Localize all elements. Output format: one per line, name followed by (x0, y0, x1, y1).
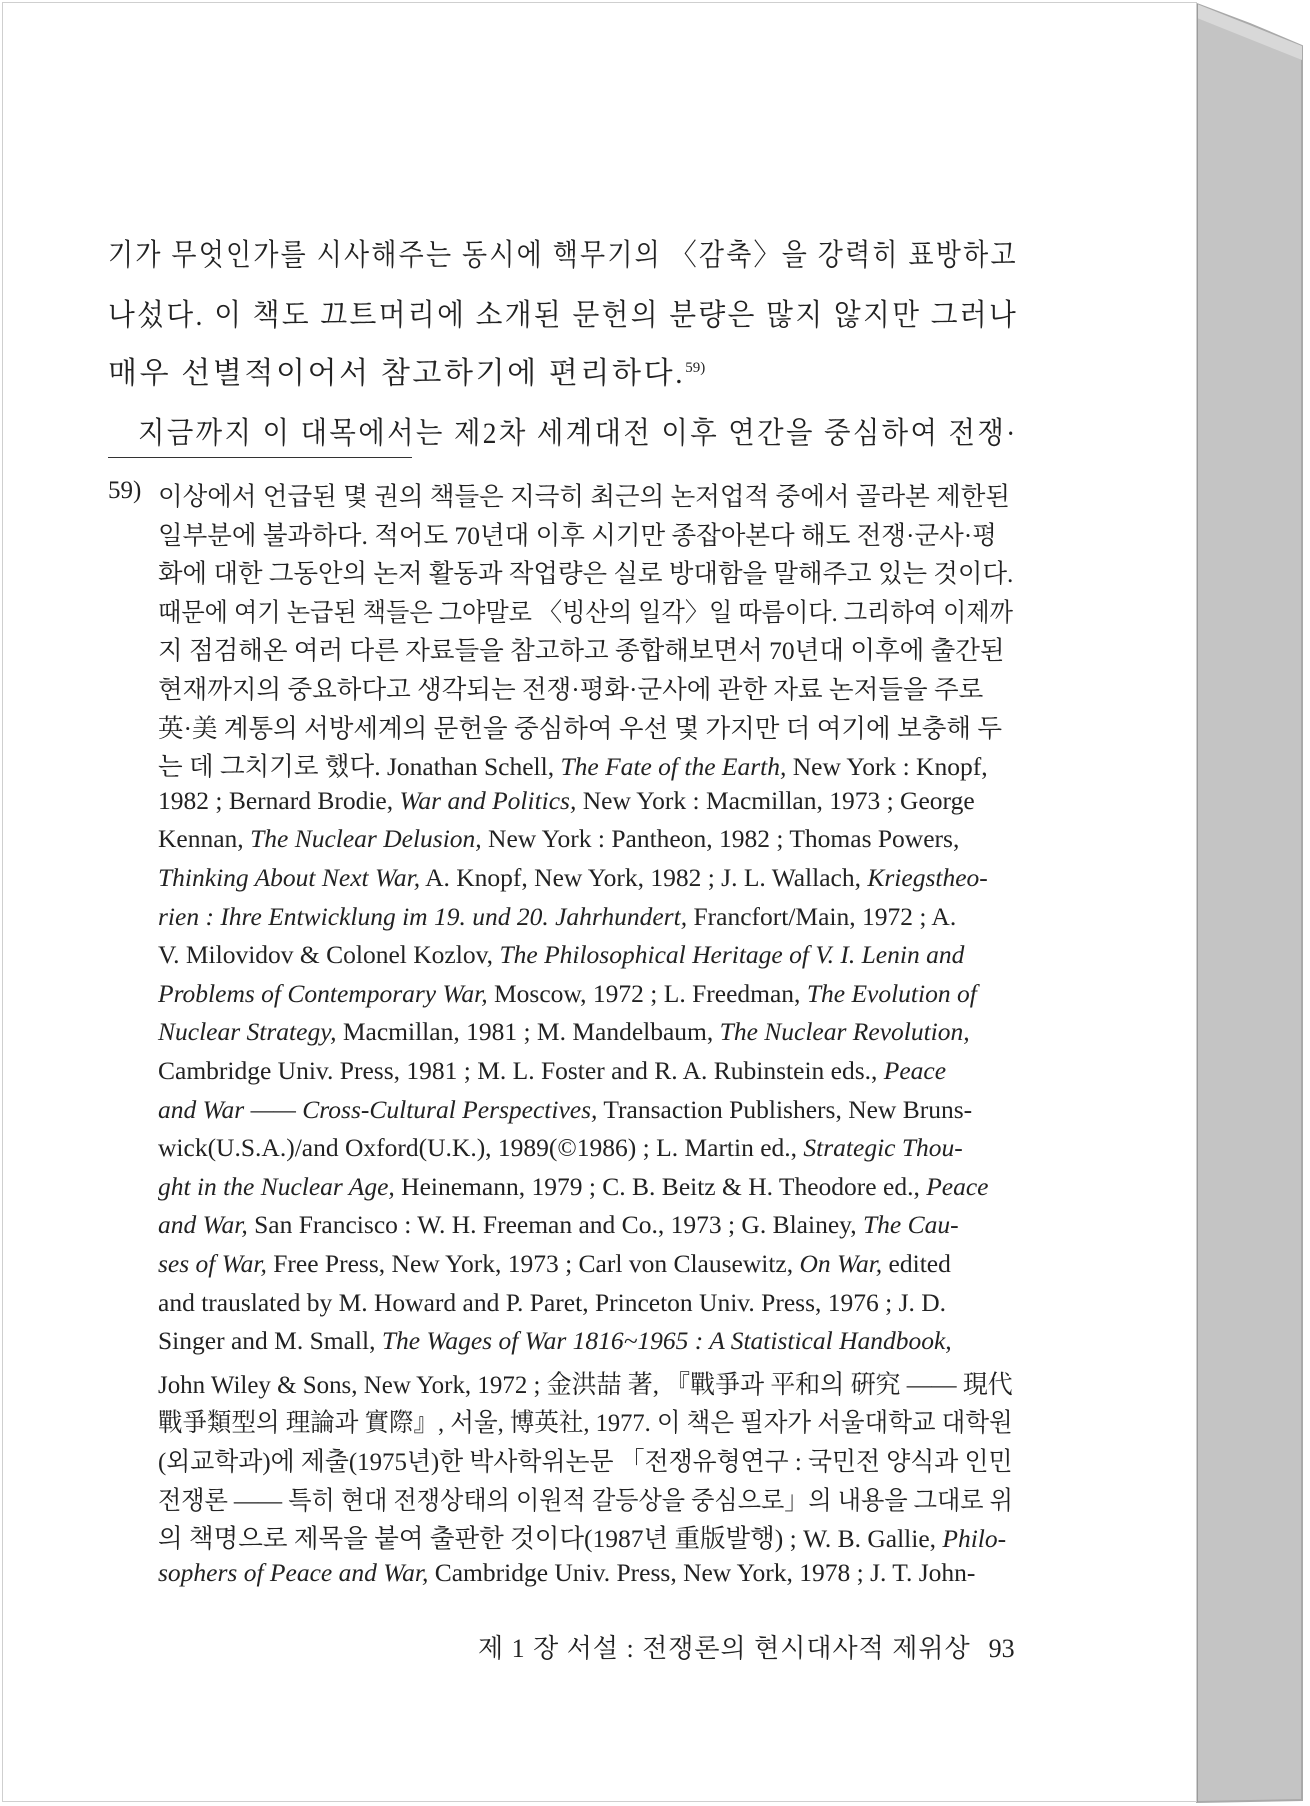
footnote-line (158, 631, 1013, 667)
footnote-text-segment: Heinemann, 1979 ; C. B. Beitz & H. Theodore ed., (394, 1171, 927, 1201)
italic-title: and War, (158, 1210, 248, 1240)
footnote-line (158, 1558, 1013, 1588)
italic-title: and War —— Cross-Cultural Perspectives, (158, 1094, 598, 1124)
italic-title: The Fate of the Earth, (560, 752, 787, 782)
footnote-divider (108, 457, 412, 458)
italic-title: The Wages of War 1816~1965 : A Statistical Handbook, (381, 1326, 952, 1356)
footnote-text-segment: 英·美 계통의 서방세계의 문헌을 중심하여 우선 몇 가지만 더 여기에 보충해 두 (158, 713, 1002, 743)
footnote-text-segment: New York : Pantheon, 1982 ; Thomas Powers, (481, 824, 960, 854)
body-line-4: 지금까지 이 대목에서는 제2차 세계대전 이후 연간을 중심하여 전쟁· (138, 417, 1018, 450)
body-line-2: 나섰다. 이 책도 끄트머리에 소개된 문헌의 분량은 많지 않지만 그러나 (108, 299, 1019, 332)
footnote-line (158, 477, 1013, 513)
footnote-text-segment: 지 점검해온 여러 다른 자료들을 참고하고 종합해보면서 70년대 이후에 출간된 (158, 636, 1005, 666)
footnote-line (158, 1095, 1013, 1125)
italic-title: The Nuclear Delusion, (250, 824, 482, 854)
italic-title: The Philosophical Heritage of V. I. Lenin and (499, 940, 965, 970)
footnote-line (158, 554, 1014, 590)
footnote-line (158, 1133, 1013, 1163)
italic-title: Philo- (942, 1524, 1007, 1554)
page-number: 93 (988, 1634, 1015, 1663)
footnote-text-segment: Singer and M. Small, (158, 1326, 382, 1356)
footnote-text-segment: A. Knopf, New York, 1982 ; J. L. Wallach, (420, 863, 868, 892)
footnote-text-segment: Francfort/Main, 1972 ; A. (687, 901, 957, 931)
footnote-line (158, 940, 1013, 970)
footnote-line (158, 516, 1013, 552)
footnote-line (158, 747, 1013, 783)
footnote-text-segment: Moscow, 1972 ; L. Freedman, (487, 978, 807, 1008)
italic-title: The Nuclear Revolution, (719, 1017, 970, 1047)
footnote-line (158, 1056, 1013, 1086)
italic-title: Peace (926, 1171, 989, 1201)
footnote-line (158, 1403, 1013, 1439)
footnote-text-segment: 때문에 여기 논급된 책들은 그야말로 〈빙산의 일각〉일 따름이다. 그리하여 이제까 (158, 597, 1014, 627)
italic-title: Nuclear Strategy, (158, 1017, 337, 1047)
footnote-text-segment: 戰爭類型의 理論과 實際』, 서울, 博英社, 1977. 이 책은 필자가 서울대학교 대학원 (158, 1408, 1013, 1438)
footnote-line (158, 1017, 1013, 1047)
footnote-line (158, 709, 1013, 745)
footnote-line (158, 786, 1013, 816)
footnote-text-segment: Free Press, New York, 1973 ; Carl von Clausewitz, (266, 1249, 800, 1278)
footnote-text-segment: Macmillan, 1981 ; M. Mandelbaum, (336, 1017, 720, 1047)
footnote-text-segment: Kennan, (158, 824, 251, 854)
footnote-line (158, 1288, 1013, 1318)
italic-title: Kriegstheo- (867, 863, 988, 892)
italic-title: rien : Ihre Entwicklung im 19. und 20. Jahrhundert, (158, 901, 688, 931)
footnote-line (158, 670, 1013, 706)
footnote-line (158, 1210, 1013, 1240)
footnote-text-segment: 현재까지의 중요하다고 생각되는 전쟁·평화·군사에 관한 자료 논저들을 주로 (158, 675, 984, 704)
body-line-3 (108, 348, 705, 392)
footnote-text-segment: 는 데 그치기로 했다. Jonathan Schell, (158, 752, 561, 782)
running-footer-chapter: 제 1 장 서설 : 전쟁론의 현시대사적 제위상 (478, 1634, 971, 1663)
footnote-text-segment: and trauslated by M. Howard and P. Paret, Princeton Univ. Press, 1976 ; J. D. (158, 1287, 947, 1317)
footnote-line (158, 1481, 1013, 1517)
italic-title: War and Politics, (399, 785, 577, 815)
footnote-text-segment: edited (882, 1249, 951, 1278)
italic-title: Strategic Thou- (803, 1133, 963, 1163)
footnote-text-segment: Cambridge Univ. Press, 1981 ; M. L. Foster and R. A. Rubinstein eds., (158, 1056, 884, 1085)
footnote-reference: 59) (685, 360, 706, 376)
footnote-text-segment: (외교학과)에 제출(1975년)한 박사학위논문 「전쟁유형연구 : 국민전 양식과 인민 (158, 1447, 1013, 1476)
footnote-line (158, 1249, 1013, 1279)
footnote-line (158, 1326, 1013, 1356)
footnote-line (158, 902, 1013, 932)
footnote-text-segment: V. Milovidov & Colonel Kozlov, (158, 940, 500, 970)
footnote-line (158, 979, 1013, 1009)
footnote-number: 59) (108, 477, 142, 504)
footnote-line (158, 593, 1014, 629)
footnote-text-segment: 이상에서 언급된 몇 권의 책들은 지극히 최근의 논저업적 중에서 골라본 제한된 (158, 482, 1011, 511)
footnote-text-segment: 전쟁론 —— 특히 현대 전쟁상태의 이원적 갈등상을 중심으로」의 내용을 그대로 위 (158, 1485, 1013, 1515)
italic-title: ses of War, (158, 1249, 267, 1278)
italic-title: The Cau- (862, 1210, 959, 1240)
footnote-text-segment: 화에 대한 그동안의 논저 활동과 작업량은 실로 방대함을 말해주고 있는 것이다. (158, 559, 1014, 589)
footnote-text-segment: Cambridge Univ. Press, New York, 1978 ; J. T. John- (428, 1557, 976, 1587)
footnote-text-segment: wick(U.S.A.)/and Oxford(U.K.), 1989(©1986) ; L. Martin ed., (158, 1133, 804, 1163)
footnote-text-segment: John Wiley & Sons, New York, 1972 ; 金洪喆 著, 『戰爭과 平和의 硏究 —— 現代 (158, 1369, 1013, 1399)
italic-title: Peace (883, 1056, 947, 1085)
italic-title: Problems of Contemporary War, (158, 978, 488, 1008)
footnote-line (158, 824, 1013, 854)
footnote-line (158, 1172, 1013, 1202)
body-line-1: 기가 무엇인가를 시사해주는 동시에 핵무기의 〈감축〉을 강력히 표방하고 (108, 239, 1018, 272)
footnote-text-segment: Transaction Publishers, New Bruns- (597, 1094, 973, 1124)
italic-title: sophers of Peace and War, (158, 1557, 429, 1587)
page-footer (478, 1628, 1015, 1665)
footnote-text-segment: 1982 ; Bernard Brodie, (158, 785, 400, 815)
italic-title: Thinking About Next War, (158, 863, 421, 892)
footnote-text-segment: 의 책명으로 제목을 붙여 출판한 것이다(1987년 重版발행) ; W. B. Gallie, (158, 1524, 943, 1554)
footnote-text-segment: New York : Macmillan, 1973 ; George (576, 785, 975, 815)
italic-title: The Evolution of (806, 978, 977, 1008)
italic-title: On War, (799, 1249, 883, 1278)
body-line-3-text: 매우 선별적이어서 참고하기에 편리하다. (108, 357, 686, 390)
footnote-line (158, 863, 1013, 893)
footnote-line (158, 1519, 1013, 1555)
footnote-text-segment: San Francisco : W. H. Freeman and Co., 1973 ; G. Blainey, (247, 1210, 863, 1240)
footnote-text-segment: New York : Knopf, (786, 752, 988, 782)
footnote-text-segment: 일부분에 불과하다. 적어도 70년대 이후 시기만 종잡아본다 해도 전쟁·군사·평 (158, 520, 997, 550)
footnote-line (158, 1365, 1013, 1401)
italic-title: ght in the Nuclear Age, (158, 1171, 395, 1201)
footnote-line (158, 1442, 1013, 1478)
